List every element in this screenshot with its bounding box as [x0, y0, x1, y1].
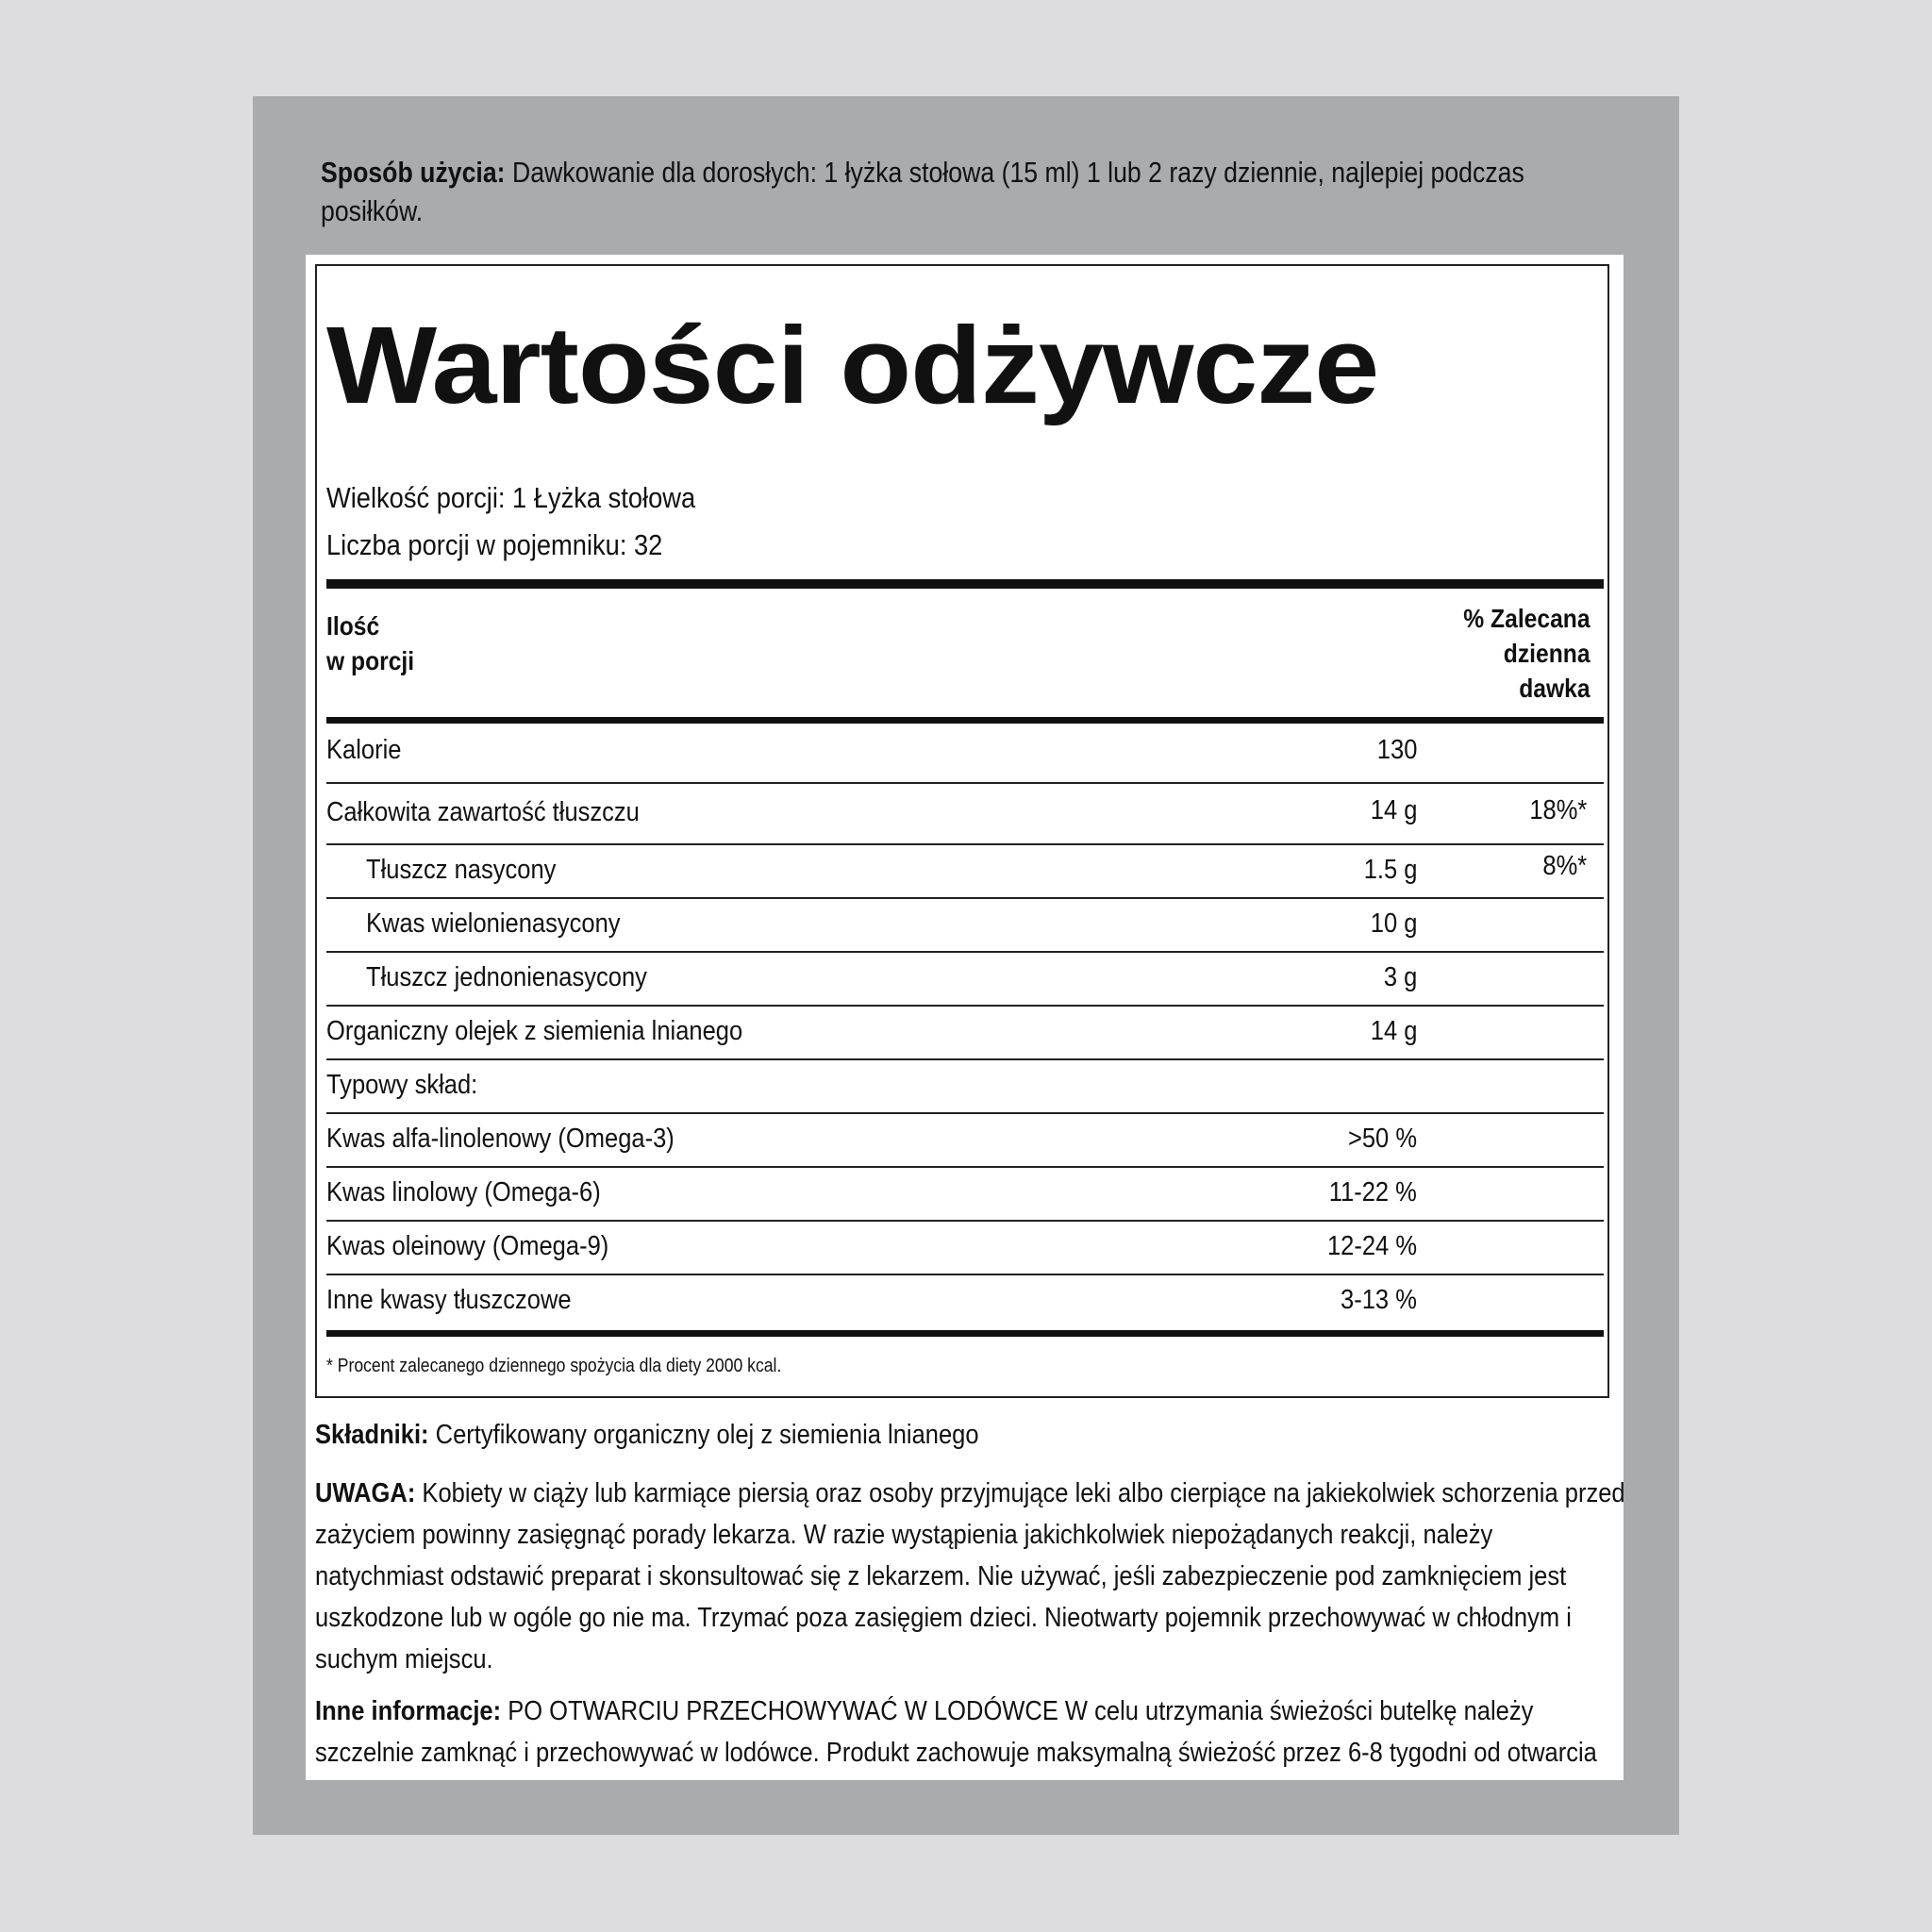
nutrient-name: Kwas alfa-linolenowy (Omega-3)	[326, 1124, 675, 1154]
nutrient-row-monounsaturated	[326, 953, 1604, 1007]
nutrient-row-calories	[326, 724, 1604, 784]
nutrient-name: Kwas wielonienasycony	[366, 908, 621, 939]
thick-rule-header	[326, 717, 1604, 724]
nutrient-amount: 11-22 %	[1328, 1177, 1417, 1208]
footnote: * Procent zalecanego dziennego spożycia dla diety 2000 kcal.	[326, 1356, 782, 1376]
warning-label: UWAGA:	[315, 1478, 416, 1508]
dv-header-line3: dawka	[1519, 674, 1591, 703]
thick-rule-bottom	[326, 1330, 1604, 1337]
nutrient-amount: 3-13 %	[1341, 1285, 1417, 1315]
nutrient-amount: >50 %	[1347, 1124, 1417, 1154]
nutrient-row-typical-composition	[326, 1060, 1604, 1114]
usage-body: Dawkowanie dla dorosłych: 1 łyżka stołowa (15 ml) 1 lub 2 razy dziennie, najlepiej podczas posiłków.	[321, 156, 1524, 227]
nutrient-amount: 10 g	[1370, 908, 1417, 939]
daily-value-header	[1464, 601, 1591, 706]
nutrient-row-flaxseed-oil	[326, 1007, 1604, 1060]
amount-header-line1: Ilość	[326, 611, 380, 641]
nutrient-amount: 14 g	[1370, 1016, 1417, 1046]
other-information	[315, 1690, 1626, 1774]
nutrient-name: Tłuszcz nasycony	[366, 855, 557, 885]
label-content	[306, 255, 1624, 1780]
amount-header	[326, 608, 414, 678]
nutrition-facts-box	[315, 264, 1609, 1398]
nutrient-amount: 14 g	[1370, 795, 1417, 825]
nutrient-name: Kwas linolowy (Omega-6)	[326, 1177, 601, 1208]
usage-label: Sposób użycia:	[321, 156, 506, 189]
nutrient-amount: 130	[1376, 735, 1417, 765]
ingredients-label: Składniki:	[315, 1420, 429, 1450]
ingredients-text: Certyfikowany organiczny olej z siemienia lnianego	[428, 1420, 979, 1450]
ingredients	[315, 1414, 1626, 1456]
nutrient-amount: 3 g	[1383, 962, 1417, 992]
nutrient-dv: 18%*	[1528, 795, 1587, 825]
serving-size: Wielkość porcji: 1 Łyżka stołowa	[326, 481, 696, 514]
nutrient-name: Inne kwasy tłuszczowe	[326, 1285, 572, 1315]
nutrient-row-total-fat	[326, 784, 1604, 845]
usage-text	[321, 153, 1603, 230]
other-info-text: PO OTWARCIU PRZECHOWYWAĆ W LODÓWCE W celu utrzymania świeżości butelkę należy szczelnie zamknąć i przechowywać w lodówce. Produkt zachowuje maksymalną świeżość przez 6-8 tygodni od otwarcia	[315, 1696, 1597, 1768]
nutrient-amount: 1.5 g	[1363, 855, 1417, 885]
label-panel	[253, 96, 1679, 1835]
nutrient-row-saturated-fat	[326, 845, 1604, 899]
servings-per-container: Liczba porcji w pojemniku: 32	[326, 528, 663, 561]
amount-header-line2: w porcji	[326, 646, 415, 675]
nutrient-amount: 12-24 %	[1326, 1231, 1417, 1261]
nutrient-name: Całkowita zawartość tłuszczu	[326, 797, 640, 827]
nutrient-name: Kwas oleinowy (Omega-9)	[326, 1231, 609, 1261]
nutrient-dv: 8%*	[1542, 851, 1587, 881]
nutrient-row-polyunsaturated	[326, 899, 1604, 953]
nutrient-name: Organiczny olejek z siemienia lnianego	[326, 1016, 743, 1046]
nutrient-row-omega-3	[326, 1114, 1604, 1168]
dv-header-line1: % Zalecana	[1463, 604, 1591, 633]
warning	[315, 1473, 1626, 1680]
dv-header-line2: dzienna	[1504, 639, 1591, 668]
nutrient-row-omega-9	[326, 1222, 1604, 1275]
nutrient-name: Tłuszcz jednonienasycony	[366, 962, 647, 992]
nutrient-row-other-fatty-acids	[326, 1275, 1604, 1329]
facts-title: Wartości odżywcze	[326, 304, 1379, 426]
other-info-label: Inne informacje:	[315, 1696, 502, 1726]
nutrient-row-omega-6	[326, 1168, 1604, 1222]
nutrient-name: Kalorie	[326, 735, 402, 765]
warning-text: Kobiety w ciąży lub karmiące piersią oraz osoby przyjmujące leki albo cierpiące na jakiekolwiek schorzenia przed zażyciem powinny zasięgnąć porady lekarza. W razie wystąpienia jakichkolwiek niepożądanych reakcji, należy natychmiast odstawić preparat i skonsultować się z lekarzem. Nie używać, jeśli zabezpieczenie pod zamknięciem jest uszkodzone lub w ogóle go nie ma. Trzymać poza zasięgiem dzieci. Nieotwarty pojemnik przechowywać w chłodnym i suchym miejscu.	[315, 1478, 1625, 1674]
thick-rule-top	[326, 579, 1604, 589]
nutrient-name: Typowy skład:	[326, 1070, 478, 1100]
